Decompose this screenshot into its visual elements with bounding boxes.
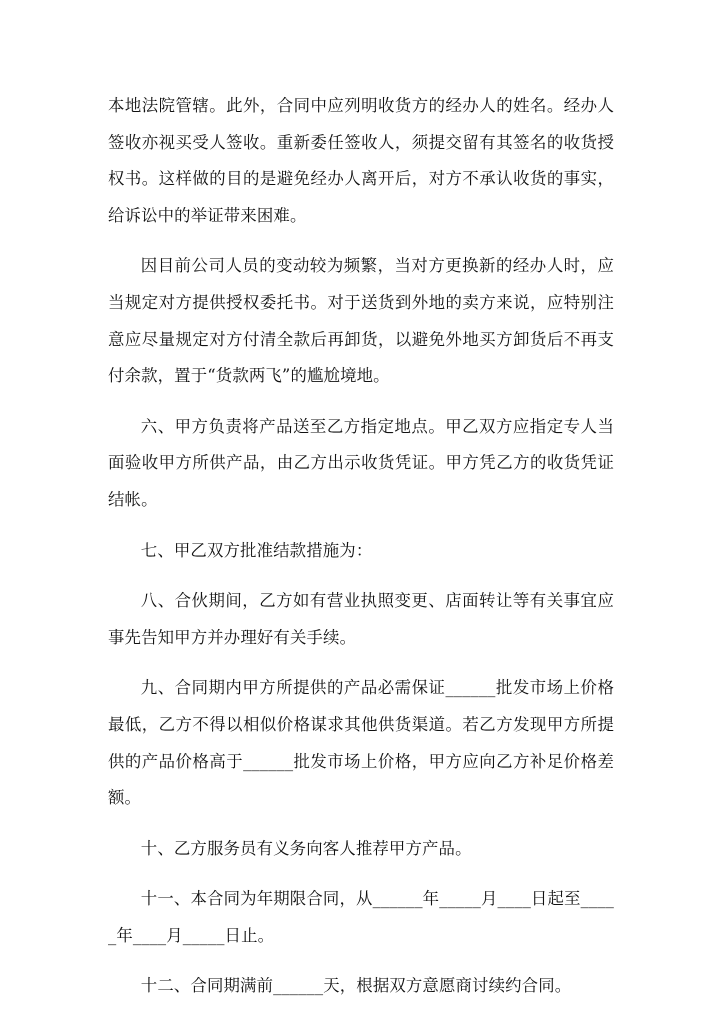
clause-8: 八、合伙期间，乙方如有营业执照变更、店面转让等有关事宜应事先告知甲方并办理好有关手续。 <box>108 591 614 647</box>
paragraph-continuation: 本地法院管辖。此外，合同中应列明收货方的经办人的姓名。经办人签收亦视买受人签收。重新委任签收人，须提交留有其签名的收货授权书。这样做的目的是避免经办人离开后，对方不承认收货的事实，给诉讼中的举证带来困难。 <box>108 96 614 225</box>
clause-7: 七、甲乙双方批准结款措施为： <box>140 540 373 560</box>
clause-11: 十一、本合同为年期限合同，从______年_____月____日起至_____年____月_____日止。 <box>108 889 614 945</box>
clause-10: 十、乙方服务员有义务向客人推荐甲方产品。 <box>140 838 472 858</box>
clause-12: 十二、合同期满前______天，根据双方意愿商讨续约合同。 <box>140 976 572 996</box>
document-body <box>108 88 614 1019</box>
clause-9: 九、合同期内甲方所提供的产品必需保证______批发市场上价格最低，乙方不得以相似价格谋求其他供货渠道。若乙方发现甲方所提供的产品价格高于______批发市场上价格，甲方应向乙方补足价格差额。 <box>108 678 614 808</box>
paragraph-staff-change: 因目前公司人员的变动较为频繁，当对方更换新的经办人时，应当规定对方提供授权委托书。对于送货到外地的卖方来说，应特别注意应尽量规定对方付清全款后再卸货，以避免外地买方卸货后不再支付余款，置于“货款两飞”的尴尬境地。 <box>108 256 614 386</box>
clause-6: 六、甲方负责将产品送至乙方指定地点。甲乙双方应指定专人当面验收甲方所供产品，由乙方出示收货凭证。甲方凭乙方的收货凭证结帐。 <box>108 416 614 509</box>
